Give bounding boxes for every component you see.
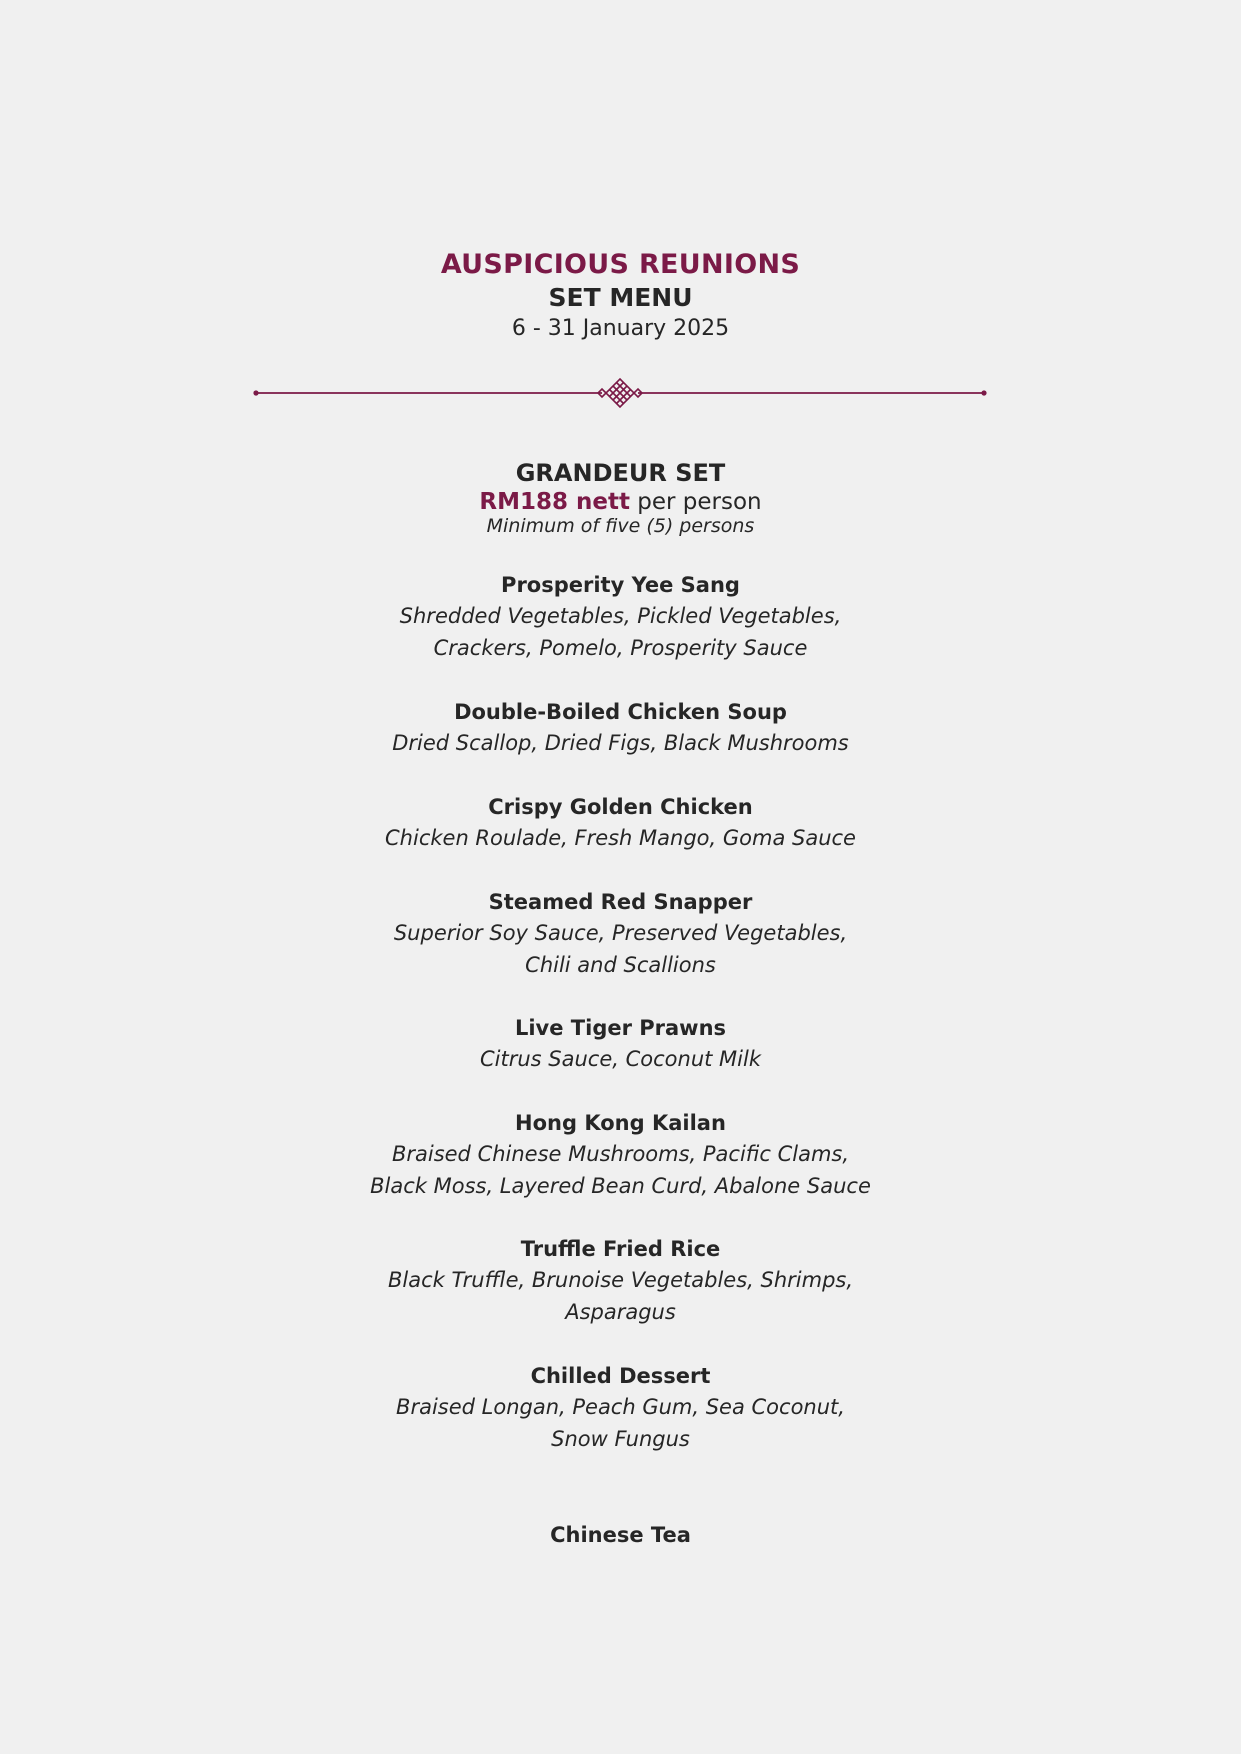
menu-title: AUSPICIOUS REUNIONS	[440, 249, 801, 280]
course-name: Chinese Tea	[550, 1523, 691, 1547]
course-item	[0, 1520, 1241, 1550]
course-description-line: Black Truffle, Brunoise Vegetables, Shrimps,	[387, 1268, 854, 1292]
course-description-line: Snow Fungus	[551, 1427, 690, 1451]
course-description-line: Braised Longan, Peach Gum, Sea Coconut,	[396, 1395, 845, 1419]
course-description	[0, 1138, 1241, 1202]
course-item	[0, 1108, 1241, 1202]
course-item	[0, 1361, 1241, 1455]
course-description	[0, 1043, 1241, 1075]
course-name: Live Tiger Prawns	[514, 1016, 727, 1040]
course-name: Double-Boiled Chicken Soup	[454, 700, 787, 724]
course-name: Prosperity Yee Sang	[501, 573, 740, 597]
course-description	[0, 727, 1241, 759]
course-description-line: Chicken Roulade, Fresh Mango, Goma Sauce	[385, 826, 856, 850]
course-item	[0, 697, 1241, 759]
ornamental-divider	[250, 377, 990, 409]
set-name: GRANDEUR SET	[515, 459, 726, 487]
course-description-line: Crackers, Pomelo, Prosperity Sauce	[433, 636, 808, 660]
course-description	[0, 822, 1241, 854]
course-item	[0, 570, 1241, 664]
course-description	[0, 600, 1241, 664]
menu-subtitle: SET MENU	[548, 283, 693, 312]
course-description-line: Black Moss, Layered Bean Curd, Abalone Sauce	[370, 1174, 871, 1198]
course-description-line: Asparagus	[565, 1300, 676, 1324]
course-description-line: Superior Soy Sauce, Preserved Vegetables,	[393, 921, 848, 945]
course-item	[0, 792, 1241, 854]
set-minimum-note: Minimum of five (5) persons	[486, 515, 755, 537]
course-name: Hong Kong Kailan	[515, 1111, 726, 1135]
course-description-line: Citrus Sauce, Coconut Milk	[480, 1047, 761, 1071]
divider-line-right	[638, 390, 987, 395]
course-description	[0, 1264, 1241, 1328]
menu-dates: 6 - 31 January 2025	[511, 316, 730, 341]
course-description-line: Chili and Scallions	[525, 953, 716, 977]
course-item	[0, 887, 1241, 981]
course-description	[0, 1391, 1241, 1455]
course-description-line: Shredded Vegetables, Pickled Vegetables,	[399, 604, 842, 628]
course-description	[0, 917, 1241, 981]
course-description-line: Dried Scallop, Dried Figs, Black Mushrooms	[392, 731, 849, 755]
endless-knot-icon	[598, 379, 642, 407]
course-item	[0, 1013, 1241, 1075]
course-item	[0, 1234, 1241, 1328]
course-name: Truffle Fried Rice	[520, 1237, 721, 1261]
course-description-line: Braised Chinese Mushrooms, Pacific Clams,	[391, 1142, 850, 1166]
set-price-suffix: per person	[629, 489, 762, 515]
set-price: RM188 nett	[479, 489, 630, 515]
course-name: Chilled Dessert	[530, 1364, 711, 1388]
divider-line-left	[253, 390, 602, 395]
course-name: Crispy Golden Chicken	[488, 795, 753, 819]
course-name: Steamed Red Snapper	[488, 890, 753, 914]
